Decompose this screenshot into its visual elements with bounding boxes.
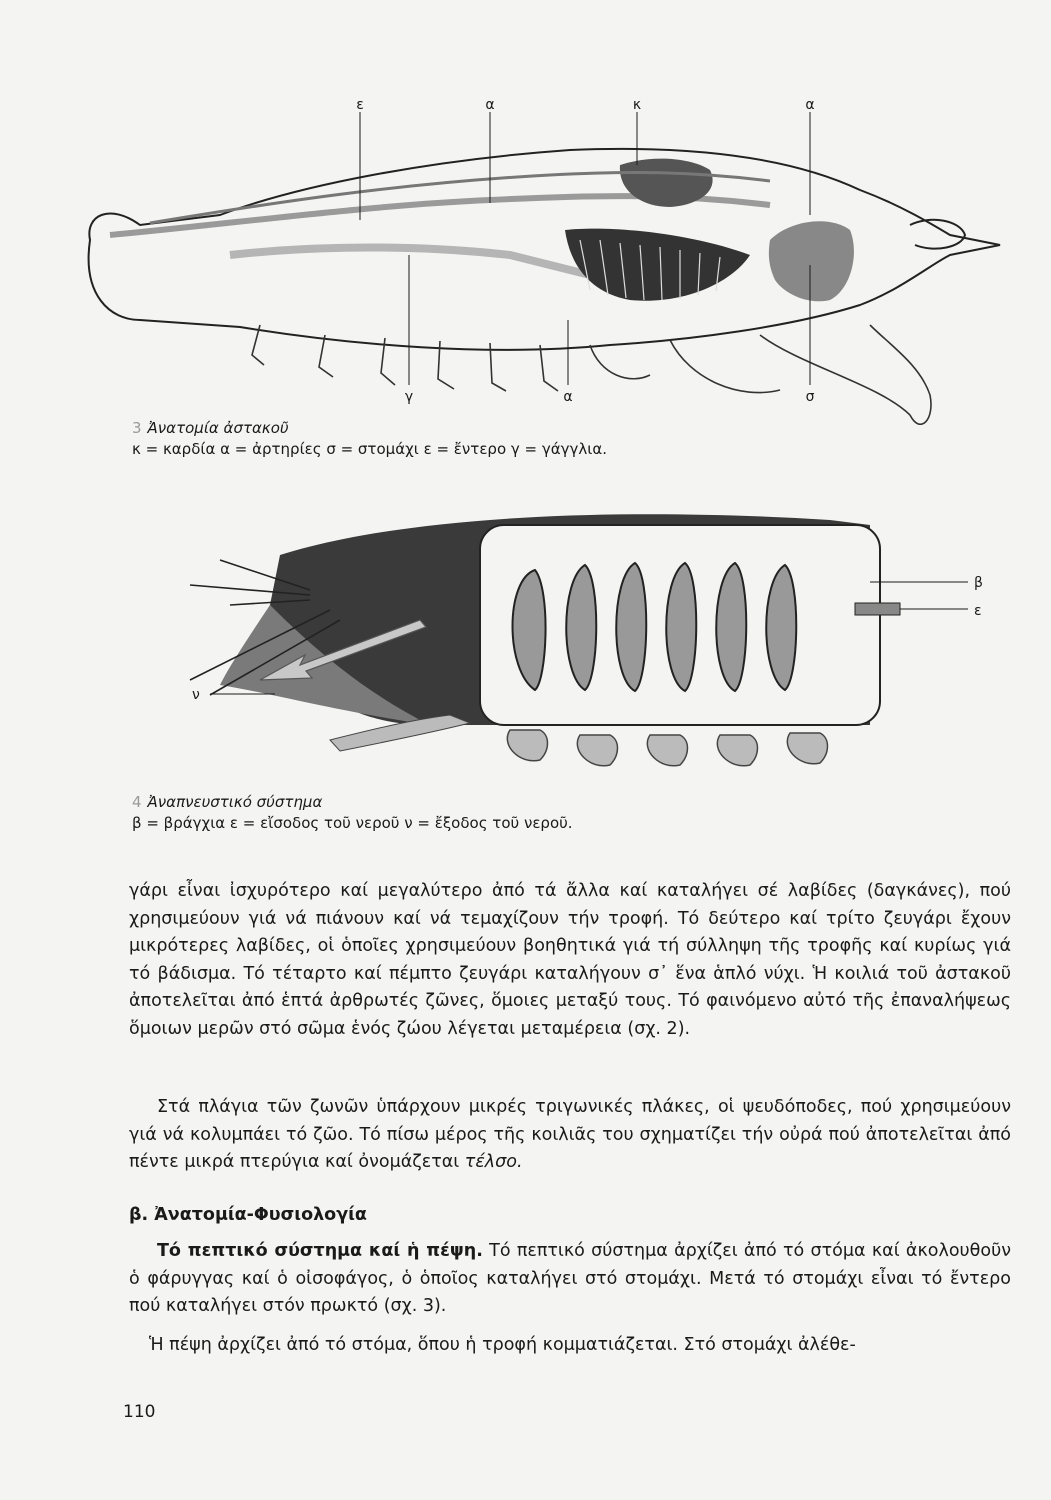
label-nu: ν xyxy=(192,687,200,703)
label-epsilon-inlet: ε xyxy=(974,603,982,619)
figure3-legend: κ = καρδία α = ἀρτηρίες σ = στομάχι ε = ἔντερο γ = γάγγλια. xyxy=(132,440,607,458)
figure4-title: Ἀναπνευστικό σύστημα xyxy=(147,793,323,811)
figure4-number: 4 xyxy=(132,793,142,811)
nerve-chain xyxy=(230,248,590,276)
legs-bottom xyxy=(507,730,827,766)
water-inlet-tube xyxy=(855,603,900,615)
label-beta: β xyxy=(974,575,983,591)
label-gamma: γ xyxy=(404,389,414,405)
lobster-body-outline xyxy=(89,149,1000,350)
term-telson: τέλσο. xyxy=(464,1152,523,1173)
label-sigma: σ xyxy=(805,389,815,405)
respiratory-system-figure xyxy=(130,495,1010,795)
green-gland xyxy=(565,229,750,301)
para2-main: Στά πλάγια τῶν ζωνῶν ὑπάρχουν μικρές τριγωνικές πλάκες, οἱ ψευδόποδες, πού χρησιμεύουν γιά νά κολυμπάει τό ζῶο. Τό πίσω μέρος τῆς κοιλιᾶς του σχηματίζει τήν οὐρά πού ἀποτελεῖται ἀπό πέντε μικρά πτερύγια καί ὀνομάζεται xyxy=(129,1097,1011,1173)
label-alpha-top-right: α xyxy=(805,97,815,113)
figure3-caption xyxy=(132,418,607,460)
figure3-title: Ἀνατομία ἀστακοῦ xyxy=(147,419,289,437)
label-epsilon: ε xyxy=(356,97,364,113)
paragraph-legs-and-metamerism: γάρι εἶναι ἰσχυρότερο καί μεγαλύτερο ἀπό τά ἄλλα καί καταλήγει σέ λαβίδες (δαγκάνες), πού χρησιμεύουν γιά νά πιάνουν καί νά τεμαχίζουν τήν τροφή. Τό δεύτερο καί τρίτο ζευγάρι ἔχουν μικρότερες λαβίδες, οἱ ὁποῖες χρησιμεύουν βοηθητικά γιά τή σύλληψη τῆς τροφῆς καί κυρίως γιά τό βάδισμα. Τό τέταρτο καί πέμπτο ζευγάρι καταλήγουν σ᾽ ἕνα ἁπλό νύχι. Ἡ κοιλιά τοῦ ἀστακοῦ ἀποτελεῖται ἀπό ἑπτά ἀρθρωτές ζῶνες, ὅμοιες μεταξύ τους. Τό φαινόμενο αὐτό τῆς ἐπαναλήψεως ὅμοιων μερῶν στό σῶμα ἑνός ζώου λέγεται μεταμέρεια (σχ. 2). xyxy=(129,881,1011,1039)
label-kappa: κ xyxy=(632,97,642,113)
lobster-anatomy-figure xyxy=(70,95,1030,425)
figure3-number: 3 xyxy=(132,419,142,437)
stomach xyxy=(769,221,854,301)
section-heading: β. Ἀνατομία-Φυσιολογία xyxy=(129,1205,367,1225)
para3-main: Τό πεπτικό σύστημα ἀρχίζει ἀπό τό στόμα καί ἀκολουθοῦν ὁ φάρυγγας καί ὁ οἰσοφάγος, ὁ ὁποῖος καταλήγει στό στομάχι. Μετά τό στομάχι εἶναι τό ἔντερο πού καταλήγει στόν πρωκτό (σχ. 3). xyxy=(129,1241,1011,1317)
page-number: 110 xyxy=(123,1402,156,1422)
paragraph-digestive-system xyxy=(129,1238,1011,1321)
paragraph-digestion: Ἡ πέψη ἀρχίζει ἀπό τό στόμα, ὅπου ἡ τροφή κομματιάζεται. Στό στομάχι ἀλέθε- xyxy=(149,1335,856,1355)
legs xyxy=(252,325,931,424)
figure4-caption xyxy=(132,792,573,834)
paragraph-pleopods-telson xyxy=(129,1094,1011,1177)
figure4-legend: β = βράγχια ε = εἴσοδος τοῦ νεροῦ ν = ἔξοδος τοῦ νεροῦ. xyxy=(132,814,573,832)
para3-bold-lead: Τό πεπτικό σύστημα καί ἡ πέψη. xyxy=(157,1241,483,1261)
label-alpha-top-left: α xyxy=(485,97,495,113)
label-alpha-bottom: α xyxy=(563,389,573,405)
